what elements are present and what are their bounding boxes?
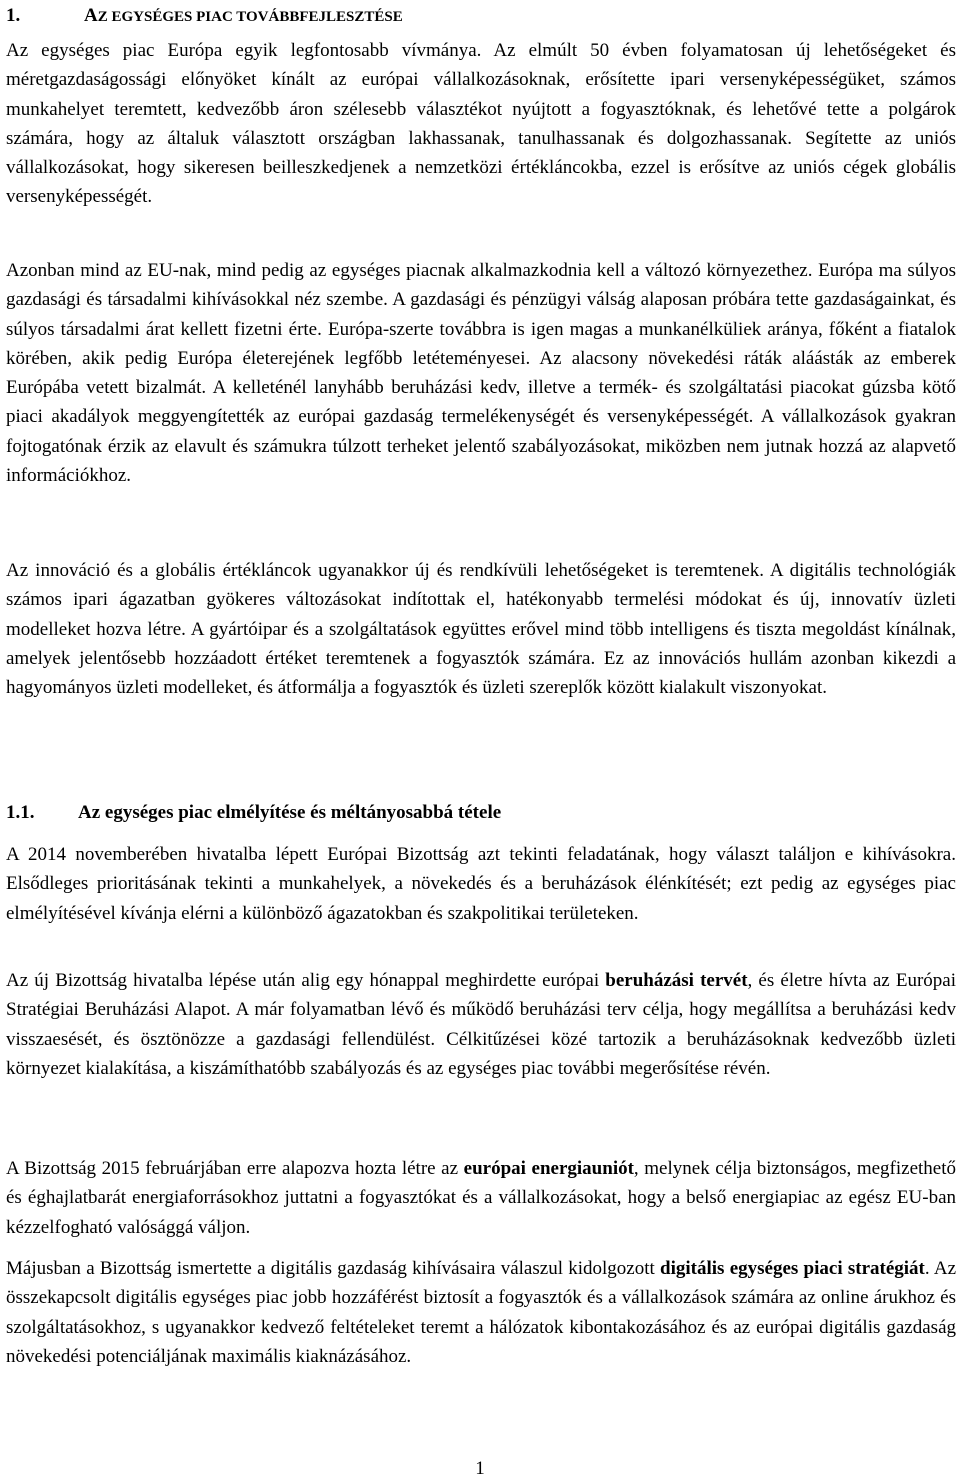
paragraph: A 2014 novemberében hivatalba lépett Európai Bizottság azt tekinti feladatának, hogy választ találjon e kihívásokra. Elsődleges prioritásának tekinti a munkahelyek, a növekedés és a beruházások élénkítését; ezt pedig az egységes piac elmélyítésével kívánja elérni a különböző ágazatokban és szakpolitikai területeken. (6, 844, 956, 924)
subsection-number: 1.1. (6, 802, 35, 823)
section-title-rest: Z EGYSÉGES PIAC TOVÁBBFEJLESZTÉSE (97, 9, 403, 25)
section-heading (6, 4, 403, 29)
page-number: 1 (475, 1458, 485, 1479)
paragraph: Az új Bizottság hivatalba lépése után alig egy hónappal meghirdette európai beruházási tervét, és életre hívta az Európai Stratégiai Beruházási Alapot. A már folyamatban lévő és működő beruházási terv célja, hogy megállítsa a beruházási kedv visszaesését, és ösztönözze a gazdasági fellendülést. Célkitűzései közé tartozik a beruházásoknak kedvezőbb üzleti környezet kialakítása, a kiszámíthatóbb szabályozás és az egységes piac további megerősítése révén. (6, 970, 956, 1079)
paragraph: Azonban mind az EU-nak, mind pedig az egységes piacnak alkalmazkodnia kell a változó környezethez. Európa ma súlyos gazdasági és társadalmi kihívásokkal néz szembe. A gazdasági és pénzügyi válság alaposan próbára tette gazdaságainkat, és súlyos társadalmi árat kellett fizetni érte. Európa-szerte továbbra is igen magas a munkanélküliek aránya, főként a fiatalok körében, akik pedig Európa életerejének legfőbb letéteményesei. Az alacsony növekedési ráták aláásták az emberek Európába vetett bizalmát. A kelleténél lanyhább beruházási kedv, illetve a termék- és szolgáltatási piacokat gúzsba kötő piaci akadályok meggyengítették az európai gazdaság termelékenységét és versenyképességét. A vállalkozások gyakran fojtogatónak érzik az elavult és számukra túlzott terheket jelentő szabályozásokat, miközben nem jutnak hozzá az alapvető információkhoz. (6, 260, 956, 487)
emphasis-digital-strategy: digitális egységes piaci stratégiát (660, 1258, 925, 1279)
subsection-title: Az egységes piac elmélyítése és méltányosabbá tétele (78, 802, 502, 823)
emphasis-investment-plan: beruházási tervét (605, 970, 748, 991)
paragraph: A Bizottság 2015 februárjában erre alapozva hozta létre az európai energiauniót, melynek célja biztonságos, megfizethető és éghajlatbarát energiaforrásokhoz juttatni a fogyasztókat és a vállalkozásokat, hogy a belső energiapiac az egész EU-ban kézzelfogható valósággá váljon. (6, 1158, 956, 1238)
paragraph: Az innováció és a globális értékláncok ugyanakkor új és rendkívüli lehetőségeket is teremtenek. A digitális technológiák számos ipari ágazatban gyökeres változásokat indítottak el, hatékonyabb termelési módokat és új, innovatív üzleti modelleket hozva létre. A gyártóipar és a szolgáltatások együttes erővel mind több intelligens és tiszta megoldást kínálnak, amelyek jelentősebb hozzáadott értéket teremtenek a fogyasztók számára. Ez az innovációs hullám azonban kikezdi a hagyományos üzleti modelleket, és átformálja a fogyasztók és üzleti szereplők között kialakult viszonyokat. (6, 560, 956, 699)
paragraph: Az egységes piac Európa egyik legfontosabb vívmánya. Az elmúlt 50 évben folyamatosan új lehetőségeket és méretgazdaságossági előnyöket kínált az európai vállalkozásoknak, erősítette ipari versenyképességüket, számos munkahelyet teremtett, kedvezőbb áron szélesebb választékot nyújtott a fogyasztóknak, és lehetővé tette a polgárok számára, hogy az általuk választott országban lakhassanak, tanulhassanak és dolgozhassanak. Segítette az uniós vállalkozásokat, hogy sikeresen beilleszkedjenek a nemzetközi értékláncokba, ezzel is erősítve az uniós cégek globális versenyképességét. (6, 40, 956, 208)
paragraph: Májusban a Bizottság ismertette a digitális gazdaság kihívásaira válaszul kidolgozott digitális egységes piaci stratégiát. Az összekapcsolt digitális egységes piac jobb hozzáférést biztosít a fogyasztók és a vállalkozások számára az online árukhoz és szolgáltatásokhoz, s ugyanakkor kedvező feltételeket teremt a hálózatok kibontakozásához és az európai digitális gazdaság növekedési potenciáljának maximális kiaknázásához. (6, 1258, 957, 1367)
section-number: 1. (6, 5, 21, 26)
subsection-heading (6, 798, 501, 827)
emphasis-energy-union: európai energiauniót (463, 1158, 634, 1179)
section-title-initial: A (84, 5, 98, 26)
